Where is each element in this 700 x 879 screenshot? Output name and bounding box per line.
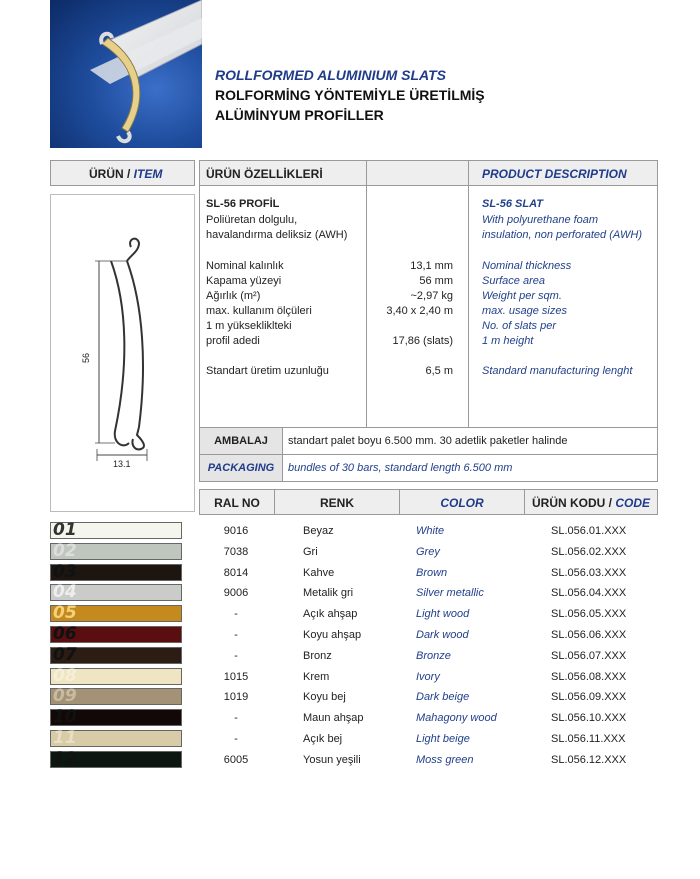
col-code-en: CODE <box>615 496 650 510</box>
spec-label-en: Weight per sqm. <box>482 290 562 302</box>
color-cell: Dark beige <box>416 691 470 703</box>
spec-label: 1 m yüksekliklteki <box>206 320 292 332</box>
ral-cell: 1019 <box>223 691 249 703</box>
code-cell: SL.056.12.XXX <box>551 754 627 766</box>
color-cell: Light wood <box>416 608 470 620</box>
color-number: 09 <box>53 686 77 706</box>
spec-value: ~2,97 kg <box>410 290 453 302</box>
ral-cell: - <box>234 712 238 724</box>
spec-desc-tr-2: havalandırma deliksiz (AWH) <box>206 229 348 241</box>
color-cell: Moss green <box>416 754 474 766</box>
renk-cell: Beyaz <box>303 525 334 537</box>
spec-label-en: 1 m height <box>482 335 534 347</box>
packaging-value-en: bundles of 30 bars, standard length 6.500 mm <box>288 462 513 474</box>
table-row <box>199 709 658 730</box>
code-cell: SL.056.04.XXX <box>551 587 627 599</box>
color-cell: Light beige <box>416 733 470 745</box>
renk-cell: Açık bej <box>303 733 343 745</box>
spec-value: 3,40 x 2,40 m <box>386 305 453 317</box>
color-number: 03 <box>53 562 77 582</box>
ral-cell: - <box>234 650 238 662</box>
code-cell: SL.056.06.XXX <box>551 629 627 641</box>
header-item-tr: ÜRÜN / <box>89 167 134 181</box>
ral-cell: - <box>234 629 238 641</box>
table-row <box>199 605 658 626</box>
col-ral: RAL NO <box>214 496 260 510</box>
spec-label-en: Standard manufacturing lenght <box>482 365 633 377</box>
renk-cell: Bronz <box>303 650 332 662</box>
color-number: 02 <box>53 541 77 561</box>
renk-cell: Kahve <box>303 567 335 579</box>
spec-label: Kapama yüzeyi <box>206 275 282 287</box>
color-number: 06 <box>53 624 77 644</box>
title-english: ROLLFORMED ALUMINIUM SLATS <box>215 67 446 83</box>
table-row <box>199 688 658 709</box>
packaging-label-tr: AMBALAJ <box>200 428 282 454</box>
ral-cell: 9006 <box>223 587 249 599</box>
spec-label: Nominal kalınlık <box>206 260 284 272</box>
spec-desc-tr-1: Poliüretan dolgulu, <box>206 214 298 226</box>
spec-desc-en-1: With polyurethane foam <box>482 214 599 226</box>
ral-cell: 7038 <box>223 546 249 558</box>
table-row <box>199 668 658 689</box>
color-cell: Bronze <box>416 650 451 662</box>
renk-cell: Koyu ahşap <box>303 629 362 641</box>
spec-value: 6,5 m <box>425 365 453 377</box>
color-number: 07 <box>53 645 77 665</box>
code-cell: SL.056.07.XXX <box>551 650 627 662</box>
table-row <box>199 626 658 647</box>
spec-label: Ağırlık (m²) <box>206 290 261 302</box>
color-cell: White <box>416 525 445 537</box>
spec-label-en: No. of slats per <box>482 320 556 332</box>
col-color: COLOR <box>440 496 484 510</box>
table-row <box>199 522 658 543</box>
header-item <box>50 160 195 186</box>
code-cell: SL.056.05.XXX <box>551 608 627 620</box>
code-cell: SL.056.09.XXX <box>551 691 627 703</box>
ral-cell: - <box>234 733 238 745</box>
col-code <box>525 496 657 510</box>
ral-cell: 9016 <box>223 525 249 537</box>
dimension-width-label: 13.1 <box>113 459 131 469</box>
ral-cell: - <box>234 608 238 620</box>
color-number: 04 <box>53 582 77 602</box>
title-turkish-line1: ROLFORMİNG YÖNTEMİYLE ÜRETİLMİŞ <box>215 87 485 103</box>
color-number: 11 <box>53 728 77 748</box>
code-cell: SL.056.02.XXX <box>551 546 627 558</box>
col-renk: RENK <box>319 496 354 510</box>
color-number: 08 <box>53 666 77 686</box>
color-cell: Silver metallic <box>416 587 484 599</box>
renk-cell: Yosun yeşili <box>303 754 361 766</box>
ral-cell: 1015 <box>223 671 249 683</box>
code-cell: SL.056.08.XXX <box>551 671 627 683</box>
header-features <box>199 160 658 186</box>
packaging-panel <box>199 428 658 482</box>
renk-cell: Maun ahşap <box>303 712 364 724</box>
code-cell: SL.056.03.XXX <box>551 567 627 579</box>
renk-cell: Koyu bej <box>303 691 346 703</box>
spec-label-en: Nominal thickness <box>482 260 572 272</box>
color-number: 05 <box>53 603 77 623</box>
col-code-tr: ÜRÜN KODU / <box>531 496 616 510</box>
renk-cell: Açık ahşap <box>303 608 358 620</box>
packaging-value-tr: standart palet boyu 6.500 mm. 30 adetlik paketler halinde <box>288 435 568 447</box>
packaging-label-en: PACKAGING <box>200 455 282 481</box>
renk-cell: Metalik gri <box>303 587 354 599</box>
color-cell: Ivory <box>416 671 440 683</box>
spec-value: 56 mm <box>419 275 453 287</box>
table-row <box>199 647 658 668</box>
spec-name-en: SL-56 SLAT <box>482 198 543 210</box>
table-row <box>199 564 658 585</box>
spec-panel <box>199 186 658 428</box>
dimension-height-label: 56 <box>81 352 92 364</box>
code-cell: SL.056.10.XXX <box>551 712 627 724</box>
spec-label: Standart üretim uzunluğu <box>206 365 329 377</box>
table-row <box>199 543 658 564</box>
table-row <box>199 584 658 605</box>
profile-drawing-panel <box>50 194 195 512</box>
color-number: 10 <box>53 707 77 727</box>
spec-desc-en-2: insulation, non perforated (AWH) <box>482 229 642 241</box>
code-cell: SL.056.11.XXX <box>551 733 626 745</box>
ral-cell: 6005 <box>223 754 249 766</box>
header-item-en: ITEM <box>133 167 163 181</box>
color-cell: Mahagony wood <box>416 712 497 724</box>
spec-value: 13,1 mm <box>410 260 453 272</box>
renk-cell: Gri <box>303 546 318 558</box>
spec-label-en: Surface area <box>482 275 545 287</box>
color-number: 12 <box>53 749 77 769</box>
color-table-header <box>199 489 658 515</box>
color-number: 01 <box>53 520 77 540</box>
table-row <box>199 730 658 751</box>
spec-value: 17,86 (slats) <box>392 335 453 347</box>
code-cell: SL.056.01.XXX <box>551 525 627 537</box>
renk-cell: Krem <box>303 671 330 683</box>
product-photo <box>50 0 202 148</box>
color-cell: Dark wood <box>416 629 469 641</box>
table-row <box>199 751 658 772</box>
header-features-label: ÜRÜN ÖZELLİKLERİ <box>206 167 323 181</box>
color-cell: Grey <box>416 546 440 558</box>
spec-label: profil adedi <box>206 335 260 347</box>
color-cell: Brown <box>416 567 448 579</box>
ral-cell: 8014 <box>223 567 249 579</box>
header-description-label: PRODUCT DESCRIPTION <box>482 167 627 181</box>
spec-label-en: max. usage sizes <box>482 305 567 317</box>
title-turkish-line2: ALÜMİNYUM PROFİLLER <box>215 107 384 123</box>
spec-name-tr: SL-56 PROFİL <box>206 198 280 210</box>
spec-label: max. kullanım ölçüleri <box>206 305 312 317</box>
